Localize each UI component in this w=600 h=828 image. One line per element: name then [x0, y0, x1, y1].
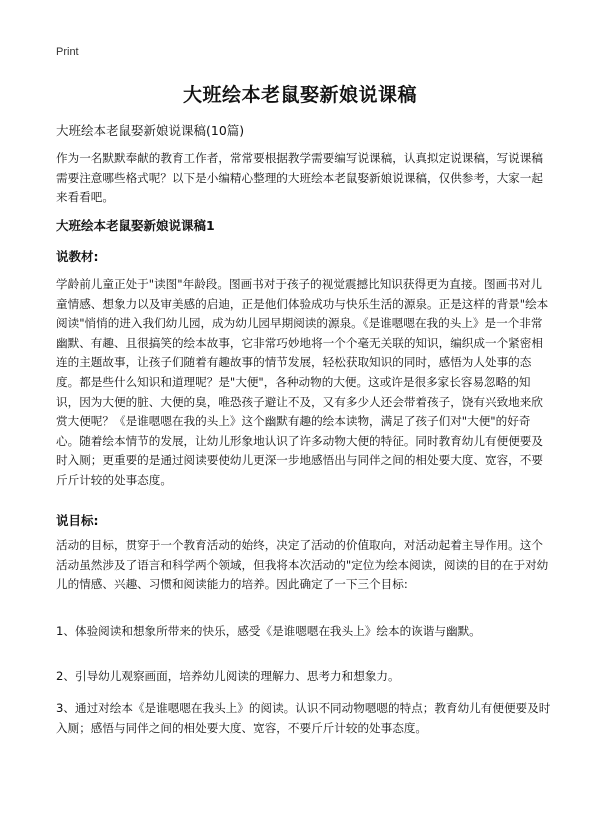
page-title: 大班绘本老鼠娶新娘说课稿	[182, 84, 417, 106]
goals-paragraph: 活动的目标，贯穿于一个教育活动的始终，决定了活动的价值取向，对活动起着主导作用。这个活动虽然涉及了语言和科学两个领域，但我将本次活动的"定位为绘本阅读，阅读的目的在于对幼儿的情感、兴趣、习惯和阅读能力的培养。因此确定了一下三个目标:	[56, 538, 549, 592]
goals-heading: 说目标:	[56, 513, 99, 528]
subtitle: 大班绘本老鼠娶新娘说课稿(10篇)	[56, 123, 245, 138]
print-link[interactable]: Print	[56, 46, 79, 58]
textbook-heading: 说教材:	[56, 249, 99, 264]
section-heading: 大班绘本老鼠娶新娘说课稿1	[56, 218, 215, 233]
goal-item: 3、通过对绘本《是谁嗯嗯在我头上》的阅读。认识不同动物嗯嗯的特点；教育幼儿有便便要及时入厕；感悟与同伴之间的相处要大度、宽容，不要斤斤计较的处事态度。	[56, 701, 551, 735]
goal-item: 2、引导幼儿观察画面，培养幼儿阅读的理解力、思考力和想象力。	[56, 669, 400, 683]
goal-item: 1、体验阅读和想象所带来的快乐，感受《是谁嗯嗯在我头上》绘本的诙谐与幽默。	[56, 624, 481, 638]
intro-paragraph: 作为一名默默奉献的教育工作者，常常要根据教学需要编写说课稿，认真拟定说课稿，写说课稿需要注意哪些格式呢？以下是小编精心整理的大班绘本老鼠娶新娘说课稿，仅供参考，大家一起来看看吧。	[56, 151, 543, 205]
textbook-paragraph: 学龄前儿童正处于"读图"年龄段。图画书对于孩子的视觉震撼比知识获得更为直接。图画书对儿童情感、想象力以及审美感的启迪，正是他们体验成功与快乐生活的源泉。正是这样的背景"绘本阅读"悄悄的进入我们幼儿园，成为幼儿园早期阅读的源泉。《是谁嗯嗯在我的头上》是一个非常幽默、有趣、且很搞笑的绘本故事，它非常巧妙地将一个个毫无关联的知识，编织成一个紧密相连的主题故事，让孩子们随着有趣故事的情节发展，轻松获取知识的同时，感悟为人处事的态度。都是些什么知识和道理呢？是"大便"，各种动物的大便。这或许是很多家长容易忽略的知识，因为大便的脏、大便的臭，唯恐孩子避让不及，又有多少人还会带着孩子，饶有兴致地来欣赏大便呢？《是谁嗯嗯在我的头上》这个幽默有趣的绘本读物，满足了孩子们对"大便"的好奇心。随着绘本情节的发展，让幼儿形象地认识了许多动物大便的特征。同时教育幼儿有便便要及时入厕；更重要的是通过阅读要使幼儿更深一步地感悟出与同伴之间的相处要大度、宽容，不要斤斤计较的处事态度。	[56, 277, 549, 487]
